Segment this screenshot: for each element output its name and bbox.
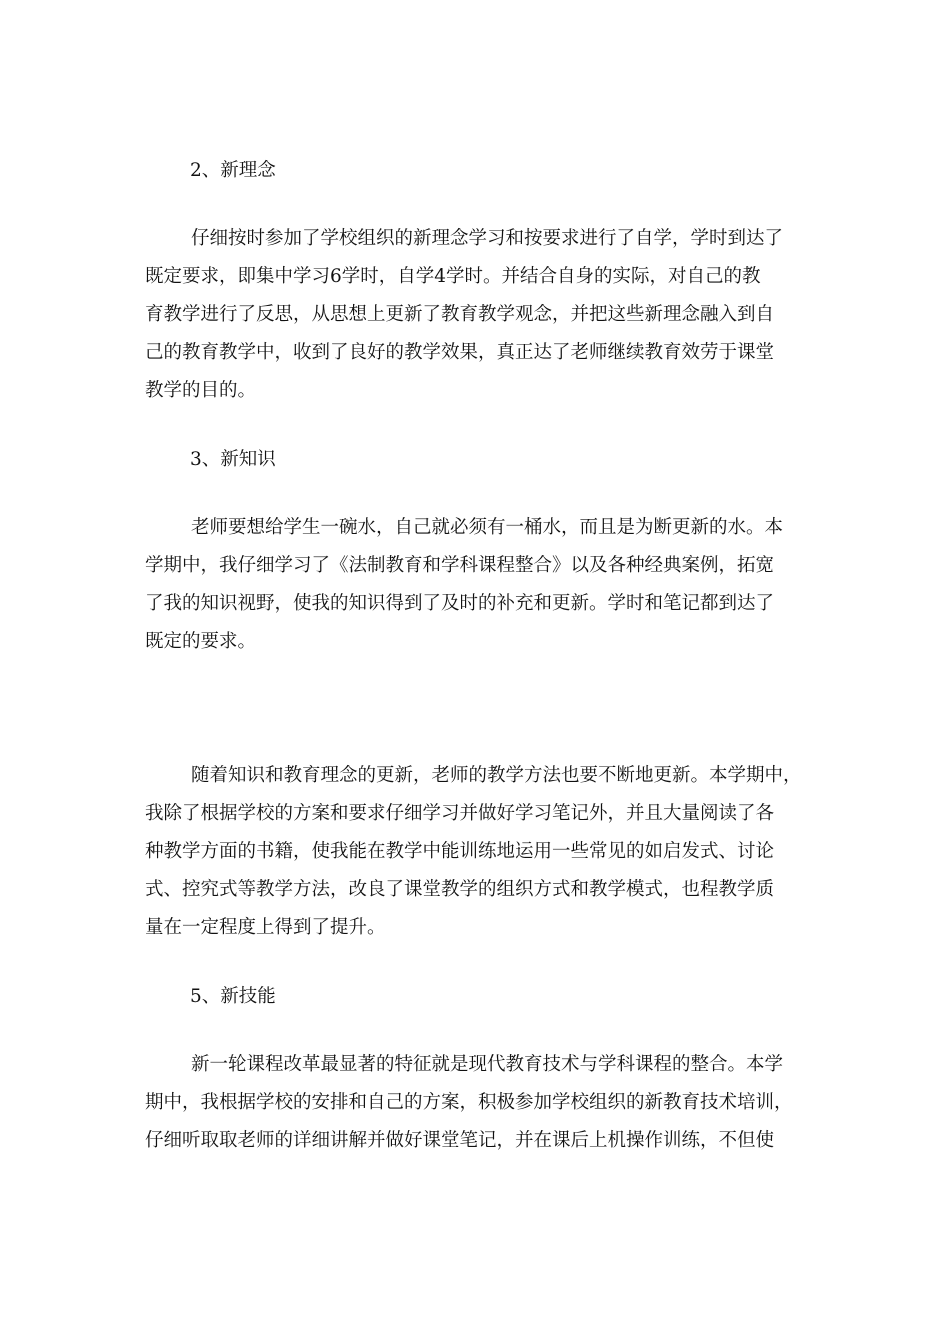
paragraph-line: 随着知识和教育理念的更新，老师的教学方法也要不断地更新。本学期中， [191, 765, 802, 786]
paragraph-line: 己的教育教学中，收到了良好的教学效果，真正达了老师继续教育效劳于课堂 [145, 342, 775, 363]
paragraph-line: 仔细听取取老师的详细讲解并做好课堂笔记，并在课后上机操作训练，不但使 [145, 1130, 775, 1151]
paragraph-line: 仔细按时参加了学校组织的新理念学习和按要求进行了自学，学时到达了 [191, 228, 784, 249]
paragraph-line: 教学的目的。 [145, 380, 257, 401]
paragraph-line: 我除了根据学校的方案和要求仔细学习并做好学习笔记外，并且大量阅读了各 [145, 803, 775, 824]
paragraph-line: 种教学方面的书籍，使我能在教学中能训练地运用一些常见的如启发式、讨论 [145, 841, 775, 862]
paragraph-new-skills [145, 1046, 810, 1160]
section-heading-new-skills: 5、新技能 [190, 986, 276, 1007]
paragraph-new-knowledge [145, 509, 810, 661]
paragraph-new-concept [145, 220, 810, 410]
paragraph-line: 既定要求，即集中学习6学时，自学4学时。并结合自身的实际，对自己的教 [145, 266, 761, 287]
paragraph-line: 了我的知识视野，使我的知识得到了及时的补充和更新。学时和笔记都到达了 [145, 593, 775, 614]
paragraph-line: 既定的要求。 [145, 631, 257, 652]
section-heading-new-concept: 2、新理念 [190, 160, 276, 181]
paragraph-new-methods [145, 757, 810, 947]
paragraph-line: 学期中，我仔细学习了《法制教育和学科课程整合》以及各种经典案例，拓宽 [145, 555, 775, 576]
paragraph-line: 期中，我根据学校的安排和自己的方案，积极参加学校组织的新教育技术培训， [145, 1092, 793, 1113]
paragraph-line: 育教学进行了反思，从思想上更新了教育教学观念，并把这些新理念融入到自 [145, 304, 775, 325]
paragraph-line: 式、控究式等教学方法，改良了课堂教学的组织方式和教学模式，也程教学质 [145, 879, 775, 900]
paragraph-line: 老师要想给学生一碗水，自己就必须有一桶水，而且是为断更新的水。本 [191, 517, 784, 538]
section-heading-new-knowledge: 3、新知识 [190, 449, 276, 470]
paragraph-line: 新一轮课程改革最显著的特征就是现代教育技术与学科课程的整合。本学 [191, 1054, 784, 1075]
paragraph-line: 量在一定程度上得到了提升。 [145, 917, 386, 938]
